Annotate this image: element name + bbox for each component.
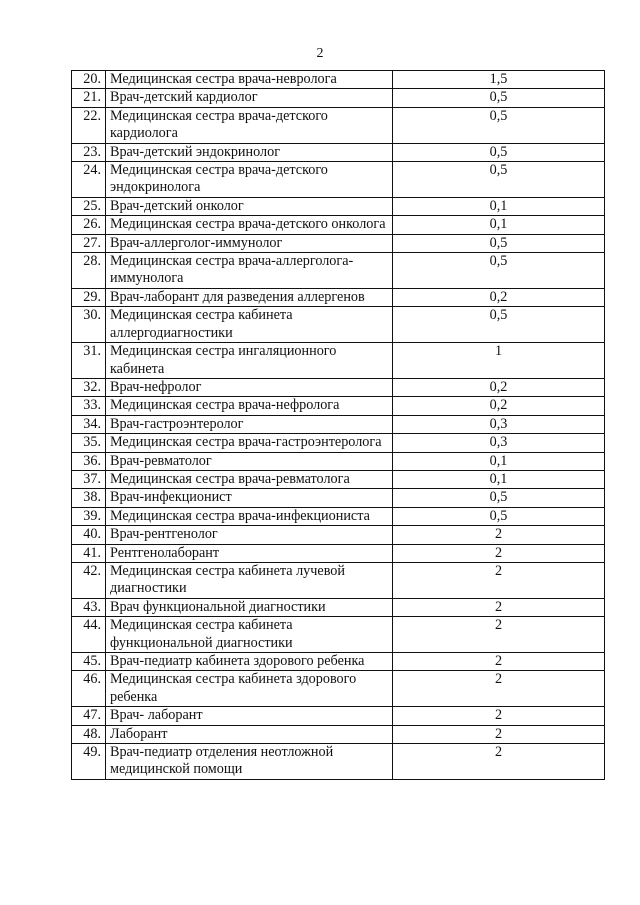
- position-name: Медицинская сестра врача-ревматолога: [106, 470, 393, 488]
- table-row: [72, 653, 605, 671]
- staff-rate: 0,1: [393, 470, 605, 488]
- table-row: [72, 434, 605, 452]
- row-number: 29.: [72, 288, 106, 306]
- staff-rate: 0,3: [393, 415, 605, 433]
- table-row: [72, 378, 605, 396]
- table-row: [72, 617, 605, 653]
- position-name: Медицинская сестра кабинета здорового ребенка: [106, 671, 393, 707]
- position-name: Врач-аллерголог-иммунолог: [106, 234, 393, 252]
- row-number: 42.: [72, 562, 106, 598]
- staff-rate: 0,2: [393, 288, 605, 306]
- row-number: 27.: [72, 234, 106, 252]
- row-number: 34.: [72, 415, 106, 433]
- row-number: 20.: [72, 71, 106, 89]
- staff-rate: 0,1: [393, 197, 605, 215]
- row-number: 30.: [72, 307, 106, 343]
- position-name: Лаборант: [106, 725, 393, 743]
- position-name: Врач-лаборант для разведения аллергенов: [106, 288, 393, 306]
- staffing-table-body: [72, 71, 605, 780]
- table-row: [72, 562, 605, 598]
- table-row: [72, 307, 605, 343]
- table-row: [72, 544, 605, 562]
- row-number: 43.: [72, 598, 106, 616]
- position-name: Медицинская сестра кабинета функциональной диагностики: [106, 617, 393, 653]
- page-number: 2: [316, 46, 324, 61]
- row-number: 39.: [72, 507, 106, 525]
- table-row: [72, 397, 605, 415]
- row-number: 49.: [72, 744, 106, 780]
- staff-rate: 0,5: [393, 307, 605, 343]
- table-row: [72, 107, 605, 143]
- staff-rate: 0,5: [393, 507, 605, 525]
- staff-rate: 2: [393, 653, 605, 671]
- position-name: Врач-ревматолог: [106, 452, 393, 470]
- row-number: 36.: [72, 452, 106, 470]
- position-name: Врач-детский эндокринолог: [106, 143, 393, 161]
- row-number: 47.: [72, 707, 106, 725]
- staff-rate: 0,3: [393, 434, 605, 452]
- position-name: Врач функциональной диагностики: [106, 598, 393, 616]
- staff-rate: 0,5: [393, 107, 605, 143]
- staff-rate: 0,2: [393, 378, 605, 396]
- position-name: Медицинская сестра ингаляционного кабинета: [106, 343, 393, 379]
- position-name: Врач-детский онколог: [106, 197, 393, 215]
- position-name: Медицинская сестра врача-инфекциониста: [106, 507, 393, 525]
- staff-rate: 0,1: [393, 216, 605, 234]
- staff-rate: 0,5: [393, 89, 605, 107]
- position-name: Медицинская сестра кабинета лучевой диагностики: [106, 562, 393, 598]
- staff-rate: 2: [393, 617, 605, 653]
- row-number: 46.: [72, 671, 106, 707]
- position-name: Медицинская сестра врача-детского кардиолога: [106, 107, 393, 143]
- staff-rate: 2: [393, 671, 605, 707]
- row-number: 37.: [72, 470, 106, 488]
- position-name: Медицинская сестра врача-гастроэнтеролога: [106, 434, 393, 452]
- table-row: [72, 744, 605, 780]
- table-row: [72, 452, 605, 470]
- table-row: [72, 489, 605, 507]
- staff-rate: 0,5: [393, 162, 605, 198]
- staff-rate: 2: [393, 744, 605, 780]
- position-name: Врач- лаборант: [106, 707, 393, 725]
- table-row: [72, 216, 605, 234]
- position-name: Медицинская сестра врача-нефролога: [106, 397, 393, 415]
- table-row: [72, 162, 605, 198]
- table-row: [72, 234, 605, 252]
- table-row: [72, 343, 605, 379]
- row-number: 22.: [72, 107, 106, 143]
- table-row: [72, 725, 605, 743]
- row-number: 25.: [72, 197, 106, 215]
- staff-rate: 1,5: [393, 71, 605, 89]
- position-name: Медицинская сестра кабинета аллергодиагностики: [106, 307, 393, 343]
- row-number: 38.: [72, 489, 106, 507]
- row-number: 40.: [72, 526, 106, 544]
- table-row: [72, 598, 605, 616]
- row-number: 28.: [72, 253, 106, 289]
- row-number: 35.: [72, 434, 106, 452]
- table-row: [72, 143, 605, 161]
- staff-rate: 0,5: [393, 234, 605, 252]
- staff-rate: 2: [393, 544, 605, 562]
- table-row: [72, 288, 605, 306]
- staff-rate: 0,5: [393, 253, 605, 289]
- position-name: Медицинская сестра врача-детского онколога: [106, 216, 393, 234]
- table-row: [72, 671, 605, 707]
- position-name: Врач-педиатр отделения неотложной медицинской помощи: [106, 744, 393, 780]
- row-number: 41.: [72, 544, 106, 562]
- table-row: [72, 507, 605, 525]
- position-name: Врач-детский кардиолог: [106, 89, 393, 107]
- position-name: Врач-педиатр кабинета здорового ребенка: [106, 653, 393, 671]
- table-row: [72, 526, 605, 544]
- staff-rate: 2: [393, 598, 605, 616]
- position-name: Рентгенолаборант: [106, 544, 393, 562]
- staff-rate: 0,5: [393, 143, 605, 161]
- position-name: Врач-инфекционист: [106, 489, 393, 507]
- position-name: Медицинская сестра врача-аллерголога-иммунолога: [106, 253, 393, 289]
- row-number: 45.: [72, 653, 106, 671]
- staff-rate: 0,5: [393, 489, 605, 507]
- table-row: [72, 253, 605, 289]
- position-name: Врач-нефролог: [106, 378, 393, 396]
- position-name: Медицинская сестра врача-детского эндокринолога: [106, 162, 393, 198]
- row-number: 44.: [72, 617, 106, 653]
- row-number: 48.: [72, 725, 106, 743]
- row-number: 23.: [72, 143, 106, 161]
- table-row: [72, 89, 605, 107]
- row-number: 26.: [72, 216, 106, 234]
- table-row: [72, 71, 605, 89]
- staff-rate: 0,1: [393, 452, 605, 470]
- staff-rate: 0,2: [393, 397, 605, 415]
- row-number: 33.: [72, 397, 106, 415]
- table-row: [72, 470, 605, 488]
- staff-rate: 2: [393, 562, 605, 598]
- row-number: 21.: [72, 89, 106, 107]
- row-number: 32.: [72, 378, 106, 396]
- table-row: [72, 707, 605, 725]
- table-row: [72, 415, 605, 433]
- staffing-table: [71, 70, 605, 780]
- row-number: 31.: [72, 343, 106, 379]
- row-number: 24.: [72, 162, 106, 198]
- staff-rate: 2: [393, 707, 605, 725]
- staff-rate: 2: [393, 725, 605, 743]
- position-name: Врач-рентгенолог: [106, 526, 393, 544]
- staff-rate: 2: [393, 526, 605, 544]
- position-name: Медицинская сестра врача-невролога: [106, 71, 393, 89]
- table-row: [72, 197, 605, 215]
- position-name: Врач-гастроэнтеролог: [106, 415, 393, 433]
- staff-rate: 1: [393, 343, 605, 379]
